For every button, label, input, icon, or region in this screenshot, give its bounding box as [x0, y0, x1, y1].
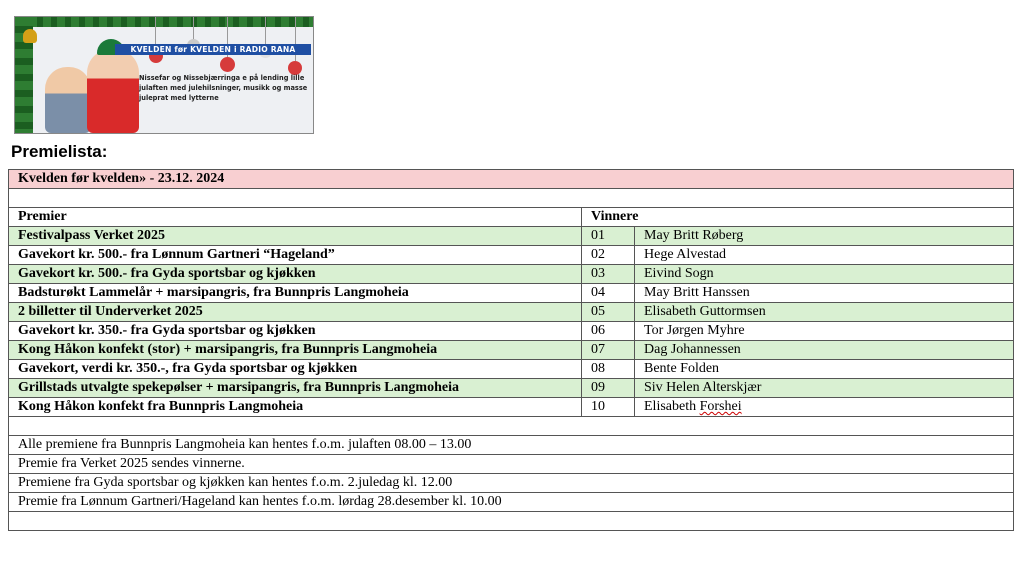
- number-cell: 09: [582, 379, 635, 398]
- winner-cell: Elisabeth Guttormsen: [635, 303, 1014, 322]
- winner-last-name-spellcheck: Forshei: [699, 399, 742, 414]
- winner-cell: Hege Alvestad: [635, 246, 1014, 265]
- empty-row: [9, 512, 1014, 531]
- number-cell: 02: [582, 246, 635, 265]
- note-text: Premiene fra Gyda sportsbar og kjøkken kan hentes f.o.m. 2.juledag kl. 12.00: [9, 474, 1014, 493]
- host-photo-woman: [87, 49, 139, 133]
- prize-cell: Gavekort kr. 350.- fra Gyda sportsbar og kjøkken: [9, 322, 582, 341]
- radio-banner-image: [14, 16, 314, 134]
- ornament-string: [265, 17, 266, 47]
- note-text: Alle premiene fra Bunnpris Langmoheia kan hentes f.o.m. julaften 08.00 – 13.00: [9, 436, 1014, 455]
- number-cell: 07: [582, 341, 635, 360]
- winner-cell: Dag Johannessen: [635, 341, 1014, 360]
- column-header-prizes: Premier: [9, 208, 582, 227]
- table-row: [9, 398, 1014, 417]
- note-row: [9, 436, 1014, 455]
- number-cell: 05: [582, 303, 635, 322]
- prize-cell: Gavekort kr. 500.- fra Lønnum Gartneri “Hageland”: [9, 246, 582, 265]
- winner-cell: May Britt Hanssen: [635, 284, 1014, 303]
- note-row: [9, 493, 1014, 512]
- winner-first-name: Elisabeth: [644, 399, 700, 414]
- number-cell: 01: [582, 227, 635, 246]
- table-row: [9, 379, 1014, 398]
- prize-cell: Festivalpass Verket 2025: [9, 227, 582, 246]
- event-title: Kvelden før kvelden» - 23.12. 2024: [9, 170, 1014, 189]
- header-row: [9, 208, 1014, 227]
- note-text: Premie fra Lønnum Gartneri/Hageland kan hentes f.o.m. lørdag 28.desember kl. 10.00: [9, 493, 1014, 512]
- garland-decoration: [15, 17, 313, 27]
- prize-cell: 2 billetter til Underverket 2025: [9, 303, 582, 322]
- table-row: [9, 360, 1014, 379]
- prize-table: [8, 169, 1014, 531]
- prize-cell: Badsturøkt Lammelår + marsipangris, fra Bunnpris Langmoheia: [9, 284, 582, 303]
- winner-cell: Bente Folden: [635, 360, 1014, 379]
- banner-text: Nissefar og Nissebjærringa e på lending lille julaften med julehilsninger, musikk og masse juleprat med lytterne: [139, 74, 308, 102]
- table-row: [9, 341, 1014, 360]
- number-cell: 08: [582, 360, 635, 379]
- empty-row: [9, 189, 1014, 208]
- prize-cell: Gavekort, verdi kr. 350.-, fra Gyda sportsbar og kjøkken: [9, 360, 582, 379]
- table-row: [9, 227, 1014, 246]
- table-row: [9, 322, 1014, 341]
- bell-icon: [23, 29, 37, 43]
- event-row: [9, 170, 1014, 189]
- table-row: [9, 284, 1014, 303]
- table-row: [9, 246, 1014, 265]
- column-header-winners: Vinnere: [582, 208, 1014, 227]
- number-cell: 10: [582, 398, 635, 417]
- number-cell: 06: [582, 322, 635, 341]
- winner-cell: Tor Jørgen Myhre: [635, 322, 1014, 341]
- winner-cell: May Britt Røberg: [635, 227, 1014, 246]
- banner-title: KVELDEN før KVELDEN i RADIO RANA: [115, 44, 311, 55]
- table-row: [9, 303, 1014, 322]
- winner-cell: Eivind Sogn: [635, 265, 1014, 284]
- ornament-icon: [220, 57, 235, 72]
- prize-cell: Gavekort kr. 500.- fra Gyda sportsbar og kjøkken: [9, 265, 582, 284]
- note-text: Premie fra Verket 2025 sendes vinnerne.: [9, 455, 1014, 474]
- prize-cell: Grillstads utvalgte spekepølser + marsipangris, fra Bunnpris Langmoheia: [9, 379, 582, 398]
- winner-cell: Siv Helen Alterskjær: [635, 379, 1014, 398]
- note-row: [9, 455, 1014, 474]
- prize-cell: Kong Håkon konfekt (stor) + marsipangris, fra Bunnpris Langmoheia: [9, 341, 582, 360]
- winner-cell: [635, 398, 1014, 417]
- number-cell: 03: [582, 265, 635, 284]
- prize-cell: Kong Håkon konfekt fra Bunnpris Langmoheia: [9, 398, 582, 417]
- host-photo-man: [45, 67, 91, 133]
- number-cell: 04: [582, 284, 635, 303]
- table-row: [9, 265, 1014, 284]
- page-title: Premielista:: [11, 142, 108, 161]
- note-row: [9, 474, 1014, 493]
- empty-row: [9, 417, 1014, 436]
